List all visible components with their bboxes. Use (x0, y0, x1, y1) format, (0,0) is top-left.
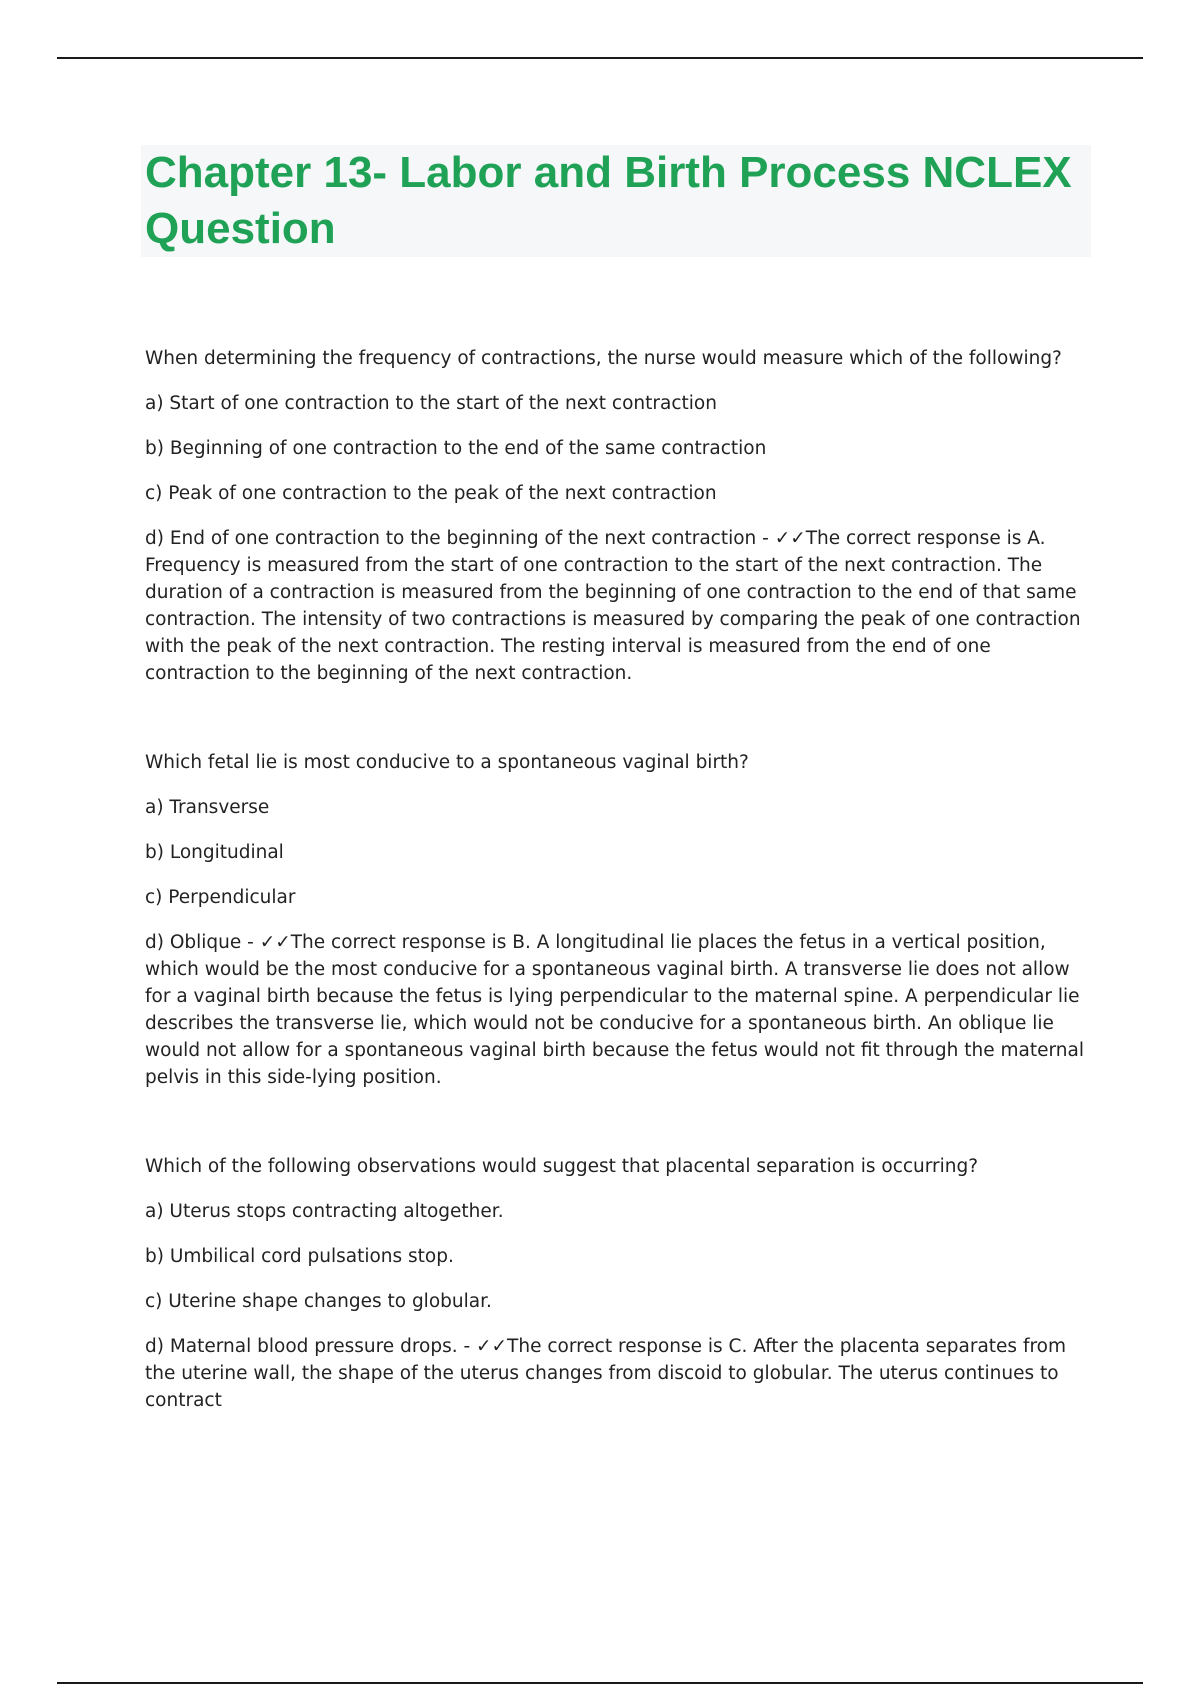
question-block-1 (145, 345, 1090, 687)
top-rule (57, 57, 1143, 59)
check-mark-icon: ✓✓ (476, 1336, 508, 1357)
option-a: a) Transverse (145, 797, 270, 818)
option-b: b) Umbilical cord pulsations stop. (145, 1246, 454, 1267)
option-b: b) Longitudinal (145, 842, 284, 863)
question-list (145, 345, 1090, 1476)
option-d: d) Oblique - (145, 932, 260, 953)
answer-rationale: The correct response is B. A longitudinal lie places the fetus in a vertical position, which would be the most conducive for a spontaneous vaginal birth. A transverse lie does not allow for a vaginal birth because the fetus is lying perpendicular to the maternal spine. A perpendicular lie describes the transverse lie, which would not be conducive for a spontaneous birth. An oblique lie would not allow for a spontaneous vaginal birth because the fetus would not fit through the maternal pelvis in this side-lying position. (145, 932, 1084, 1088)
option-a: a) Start of one contraction to the start of the next contraction (145, 393, 717, 414)
option-d-with-answer (145, 1333, 1090, 1414)
option-d: d) Maternal blood pressure drops. - (145, 1336, 477, 1357)
option-c: c) Peak of one contraction to the peak of the next contraction (145, 483, 717, 504)
option-d-with-answer (145, 929, 1090, 1091)
question-block-2 (145, 749, 1090, 1091)
option-a: a) Uterus stops contracting altogether. (145, 1201, 504, 1222)
answer-rationale: The correct response is C. After the placenta separates from the uterine wall, the shape of the uterus changes from discoid to globular. The uterus continues to contract (145, 1336, 1067, 1411)
bottom-rule (57, 1682, 1143, 1684)
option-d-with-answer (145, 525, 1090, 687)
question-text: When determining the frequency of contractions, the nurse would measure which of the following? (145, 348, 1062, 369)
option-d: d) End of one contraction to the beginning of the next contraction - (145, 528, 775, 549)
option-b: b) Beginning of one contraction to the end of the same contraction (145, 438, 767, 459)
question-text: Which fetal lie is most conducive to a spontaneous vaginal birth? (145, 752, 749, 773)
question-block-3 (145, 1153, 1090, 1414)
option-c: c) Perpendicular (145, 887, 296, 908)
title-banner (141, 145, 1091, 257)
answer-rationale: The correct response is A. Frequency is measured from the start of one contraction to the start of the next contraction. The duration of a contraction is measured from the beginning of one contraction to the end of that same contraction. The intensity of two contractions is measured by comparing the peak of one contraction with the peak of the next contraction. The resting interval is measured from the end of one contraction to the beginning of the next contraction. (145, 528, 1081, 684)
check-mark-icon: ✓✓ (259, 932, 291, 953)
check-mark-icon: ✓✓ (774, 528, 806, 549)
question-text: Which of the following observations would suggest that placental separation is occurring? (145, 1156, 979, 1177)
option-c: c) Uterine shape changes to globular. (145, 1291, 492, 1312)
page-title: Chapter 13- Labor and Birth Process NCLEX Question (145, 148, 1072, 253)
